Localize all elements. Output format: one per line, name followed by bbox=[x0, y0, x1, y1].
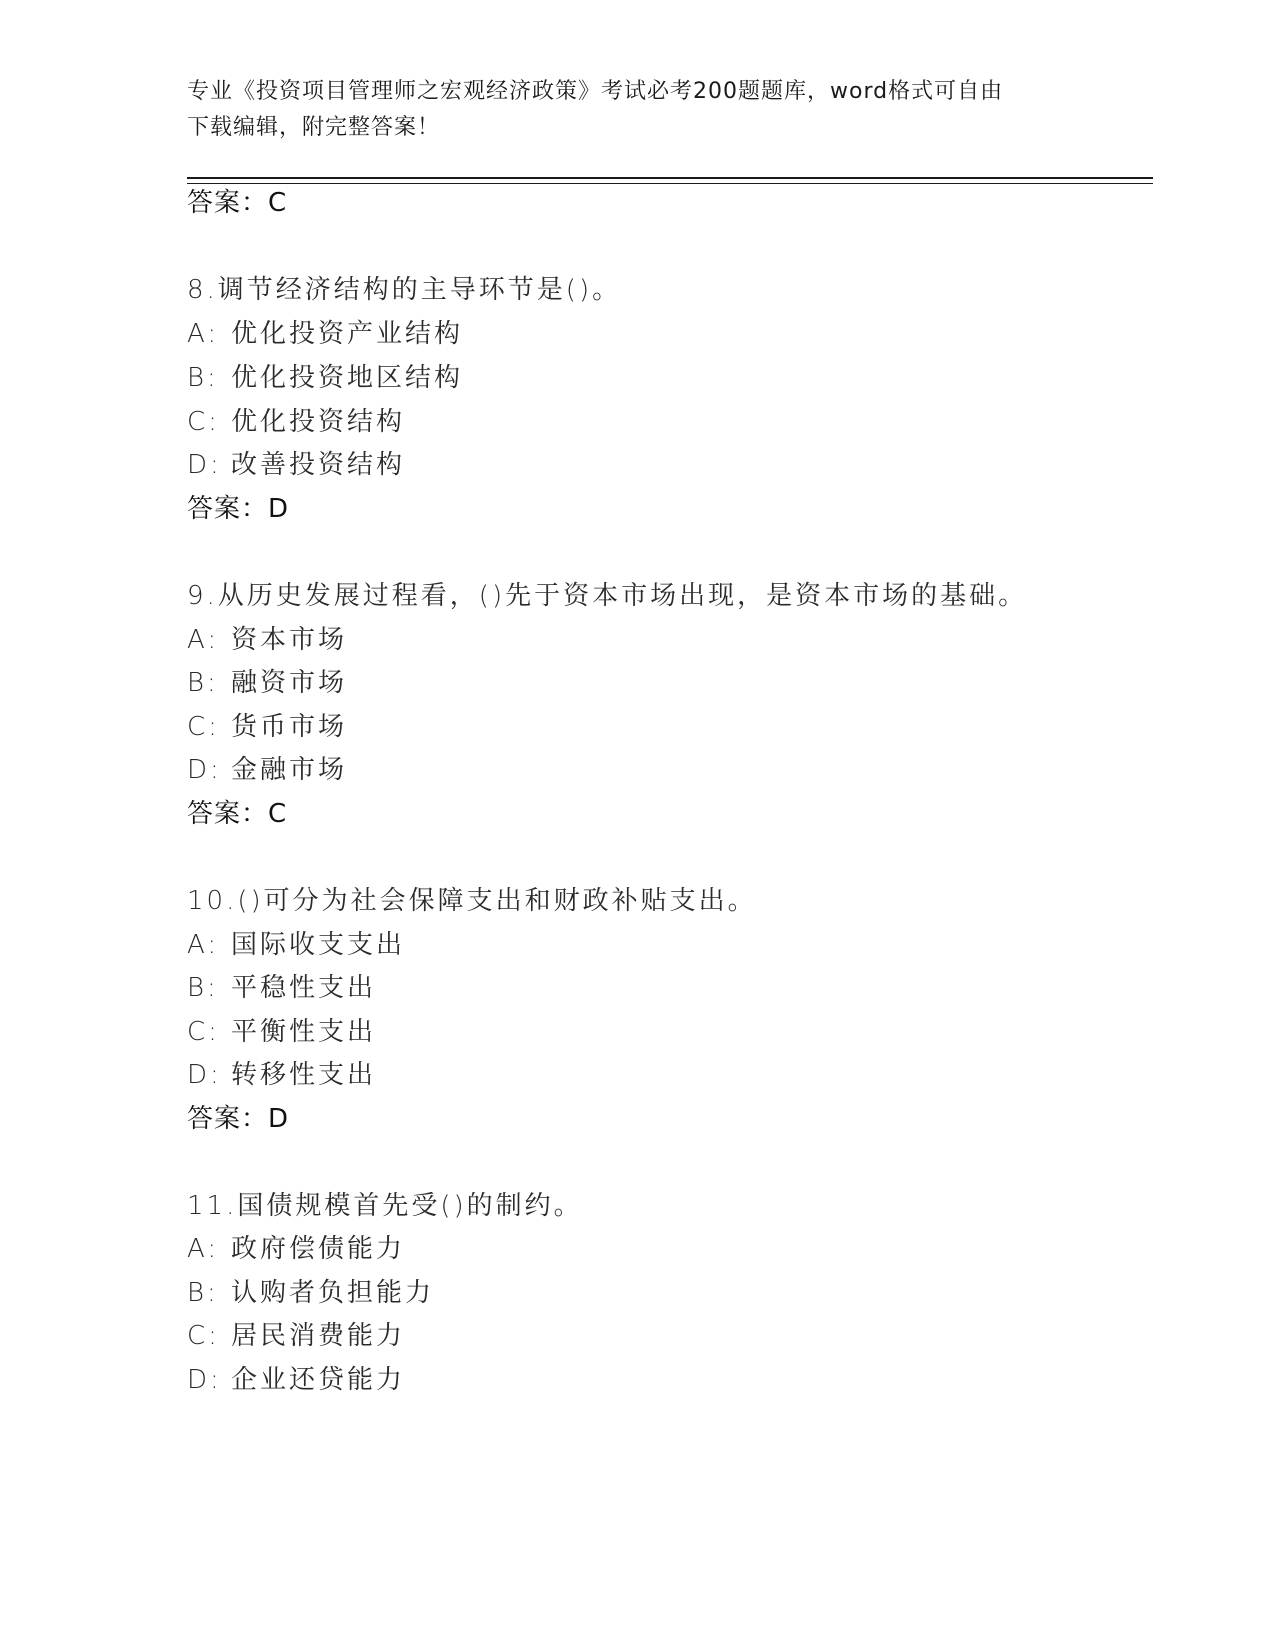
option-c bbox=[187, 709, 347, 745]
option-c bbox=[187, 1014, 376, 1050]
previous-answer: 答案：C bbox=[187, 188, 288, 218]
option-text: 国际收支支出 bbox=[231, 930, 406, 960]
header-divider-thin bbox=[187, 183, 1153, 184]
question-stem: 11.国债规模首先受()的制约。 bbox=[187, 1191, 583, 1221]
question-answer: 答案：C bbox=[187, 799, 288, 829]
option-text: 资本市场 bbox=[231, 625, 348, 655]
option-letter: D: bbox=[187, 1365, 222, 1395]
header-line-1: 专业《投资项目管理师之宏观经济政策》考试必考200题题库，word格式可自由 bbox=[187, 79, 1004, 104]
option-text: 居民消费能力 bbox=[231, 1321, 406, 1351]
option-c bbox=[187, 1318, 405, 1354]
option-a bbox=[187, 622, 347, 658]
option-d bbox=[187, 1362, 405, 1398]
question-answer: 答案：D bbox=[187, 1104, 290, 1134]
option-text: 融资市场 bbox=[231, 668, 348, 698]
option-d bbox=[187, 1057, 376, 1093]
option-letter: D: bbox=[187, 1060, 222, 1090]
option-text: 货币市场 bbox=[231, 712, 348, 742]
header-line-2: 下载编辑，附完整答案！ bbox=[187, 115, 441, 140]
option-letter: B: bbox=[187, 1278, 219, 1308]
option-text: 政府偿债能力 bbox=[231, 1234, 406, 1264]
option-a bbox=[187, 316, 463, 352]
option-letter: C: bbox=[187, 712, 220, 742]
option-text: 优化投资产业结构 bbox=[231, 319, 464, 349]
option-text: 平稳性支出 bbox=[231, 973, 377, 1003]
option-letter: C: bbox=[187, 407, 220, 437]
option-text: 优化投资结构 bbox=[231, 407, 406, 437]
question-stem: 8.调节经济结构的主导环节是()。 bbox=[187, 275, 622, 305]
option-a bbox=[187, 927, 405, 963]
option-b bbox=[187, 360, 463, 396]
option-b bbox=[187, 665, 347, 701]
question-stem: 9.从历史发展过程看，()先于资本市场出现，是资本市场的基础。 bbox=[187, 581, 1028, 611]
header-divider-thick bbox=[187, 177, 1153, 179]
option-letter: A: bbox=[187, 1234, 220, 1264]
option-c bbox=[187, 404, 405, 440]
option-letter: C: bbox=[187, 1017, 220, 1047]
option-a bbox=[187, 1231, 405, 1267]
option-letter: A: bbox=[187, 625, 220, 655]
option-d bbox=[187, 752, 347, 788]
option-text: 认购者负担能力 bbox=[231, 1278, 435, 1308]
option-letter: C: bbox=[187, 1321, 220, 1351]
option-text: 金融市场 bbox=[231, 755, 348, 785]
option-letter: A: bbox=[187, 930, 220, 960]
option-text: 转移性支出 bbox=[231, 1060, 377, 1090]
option-letter: B: bbox=[187, 668, 219, 698]
option-d bbox=[187, 447, 405, 483]
option-letter: B: bbox=[187, 363, 219, 393]
option-text: 企业还贷能力 bbox=[231, 1365, 406, 1395]
option-letter: D: bbox=[187, 450, 222, 480]
option-text: 优化投资地区结构 bbox=[231, 363, 464, 393]
option-letter: D: bbox=[187, 755, 222, 785]
option-text: 平衡性支出 bbox=[231, 1017, 377, 1047]
question-stem: 10.()可分为社会保障支出和财政补贴支出。 bbox=[187, 886, 757, 916]
option-b bbox=[187, 1275, 434, 1311]
question-answer: 答案：D bbox=[187, 494, 290, 524]
document-header bbox=[187, 74, 1087, 146]
option-letter: A: bbox=[187, 319, 220, 349]
option-text: 改善投资结构 bbox=[231, 450, 406, 480]
option-letter: B: bbox=[187, 973, 219, 1003]
option-b bbox=[187, 970, 376, 1006]
